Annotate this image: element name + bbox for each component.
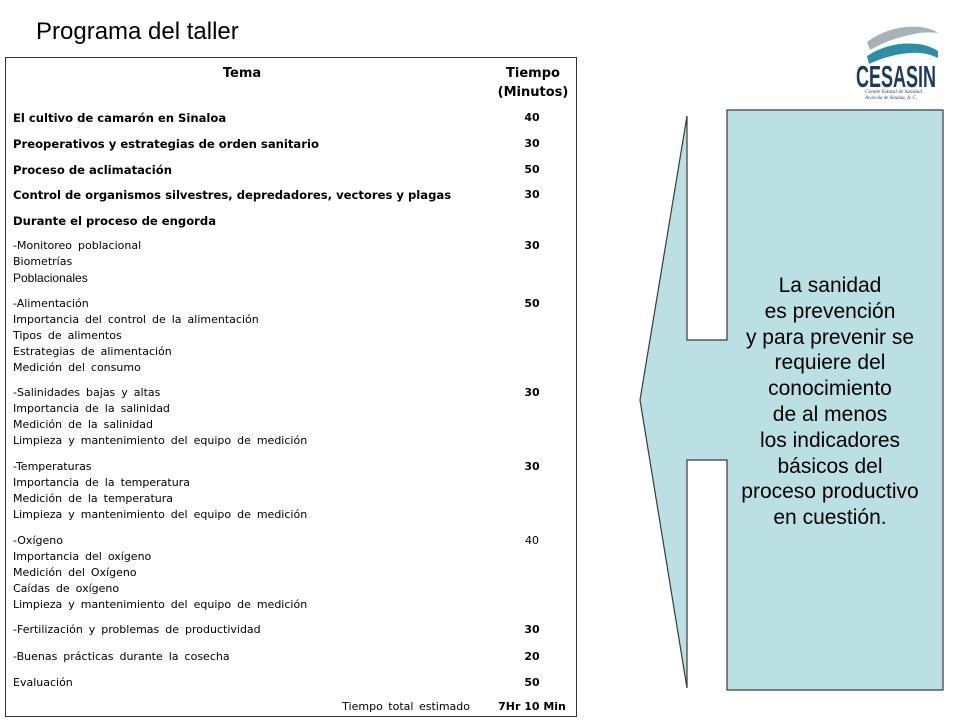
callout-message — [727, 273, 933, 531]
callout-line: conocimiento — [768, 377, 892, 401]
topic-row-cultivo — [13, 110, 226, 126]
topic-row-temperaturas — [13, 459, 307, 523]
callout-line: básicos del — [777, 454, 883, 478]
topic-subitem: Limpieza y mantenimiento del equipo de medición — [13, 508, 308, 521]
time-value: 20 — [524, 650, 540, 663]
time-value: 30 — [524, 239, 540, 252]
callout-line: en cuestión. — [773, 506, 887, 530]
header-time — [486, 64, 580, 102]
time-value: 30 — [524, 188, 540, 201]
topic-text: Durante el proceso de engorda — [13, 214, 217, 228]
topic-row-fertilizacion — [13, 622, 261, 638]
callout-line: proceso productivo — [741, 480, 919, 504]
time-value: 30 — [524, 137, 540, 150]
time-value: 30 — [524, 623, 540, 636]
topic-text: -Buenas prácticas durante la cosecha — [13, 650, 230, 663]
topic-subitem: Medición del consumo — [13, 361, 141, 374]
header-time-line1: Tiempo — [506, 66, 560, 81]
logo-subtitle-line1: Comité Estatal de Sanidad — [865, 89, 923, 95]
time-value: 30 — [524, 460, 540, 473]
topic-text: -Monitoreo poblacional — [13, 239, 142, 252]
topic-row-alimentacion — [13, 296, 259, 376]
topic-text: Proceso de aclimatación — [13, 163, 172, 177]
topic-subitem: Importancia del control de la alimentación — [13, 313, 259, 326]
topic-text: -Fertilización y problemas de productividad — [13, 623, 261, 636]
logo-name: CESASIN — [856, 59, 936, 94]
topic-text: -Alimentación — [13, 297, 89, 310]
topic-row-buenas-practicas — [13, 649, 230, 665]
topic-row-engorda — [13, 213, 216, 229]
header-topic-label: Tema — [222, 66, 262, 81]
topic-row-oxigeno — [13, 533, 307, 613]
header-topic — [192, 64, 292, 83]
topic-row-evaluacion — [13, 675, 73, 691]
topic-subitem: Estrategias de alimentación — [13, 345, 172, 358]
time-value: 50 — [524, 163, 540, 176]
topic-subitem: Poblacionales — [13, 271, 88, 285]
topic-subitem: Importancia del oxígeno — [13, 550, 152, 563]
callout-line: de al menos — [772, 402, 888, 426]
topic-row-control-organismos — [13, 187, 451, 203]
topic-subitem: Importancia de la salinidad — [13, 402, 170, 415]
time-value: 50 — [524, 297, 540, 310]
topic-text: -Temperaturas — [13, 460, 92, 473]
callout-line: los indicadores — [759, 428, 901, 452]
cesasin-logo — [850, 20, 945, 105]
topic-text: Preoperativos y estrategias de orden sanitario — [13, 137, 319, 151]
topic-subitem: Tipos de alimentos — [13, 329, 122, 342]
topic-subitem: Medición de la temperatura — [13, 492, 173, 505]
callout-line: y para prevenir se — [745, 325, 915, 349]
topic-subitem: Caídas de oxígeno — [13, 582, 120, 595]
topic-text: Evaluación — [13, 676, 73, 689]
topic-row-preoperativos — [13, 136, 319, 152]
header-time-line2: (Minutos) — [497, 85, 569, 100]
callout-line: La sanidad — [778, 274, 882, 297]
topic-text: -Salinidades bajas y altas — [13, 386, 161, 399]
total-time-label: Tiempo total estimado — [342, 700, 470, 713]
topic-text: -Oxígeno — [13, 534, 63, 547]
topic-text: El cultivo de camarón en Sinaloa — [13, 111, 227, 125]
time-value: 40 — [525, 534, 539, 547]
slide-title: Programa del taller — [36, 18, 239, 45]
topic-subitem: Importancia de la temperatura — [13, 476, 190, 489]
callout-line: requiere del — [774, 351, 886, 375]
time-value: 50 — [524, 676, 540, 689]
topic-subitem: Limpieza y mantenimiento del equipo de medición — [13, 434, 308, 447]
callout-line: es prevención — [764, 299, 896, 323]
time-value: 30 — [524, 386, 540, 399]
topic-subitem: Limpieza y mantenimiento del equipo de medición — [13, 598, 308, 611]
topic-row-aclimatacion — [13, 162, 172, 178]
topic-subitem: Medición del Oxígeno — [13, 566, 137, 579]
program-table — [5, 57, 577, 717]
topic-subitem: Medición de la salinidad — [13, 418, 153, 431]
topic-subitem: Biometrías — [13, 255, 73, 268]
logo-subtitle-line2: Acuícola de Sinaloa, A. C. — [864, 95, 917, 101]
topic-text: Control de organismos silvestres, depredadores, vectores y plagas — [13, 188, 452, 202]
topic-row-monitoreo — [13, 238, 141, 286]
time-value: 40 — [524, 111, 540, 124]
topic-row-salinidades — [13, 385, 307, 449]
total-time-value: 7Hr 10 Min — [498, 700, 566, 713]
